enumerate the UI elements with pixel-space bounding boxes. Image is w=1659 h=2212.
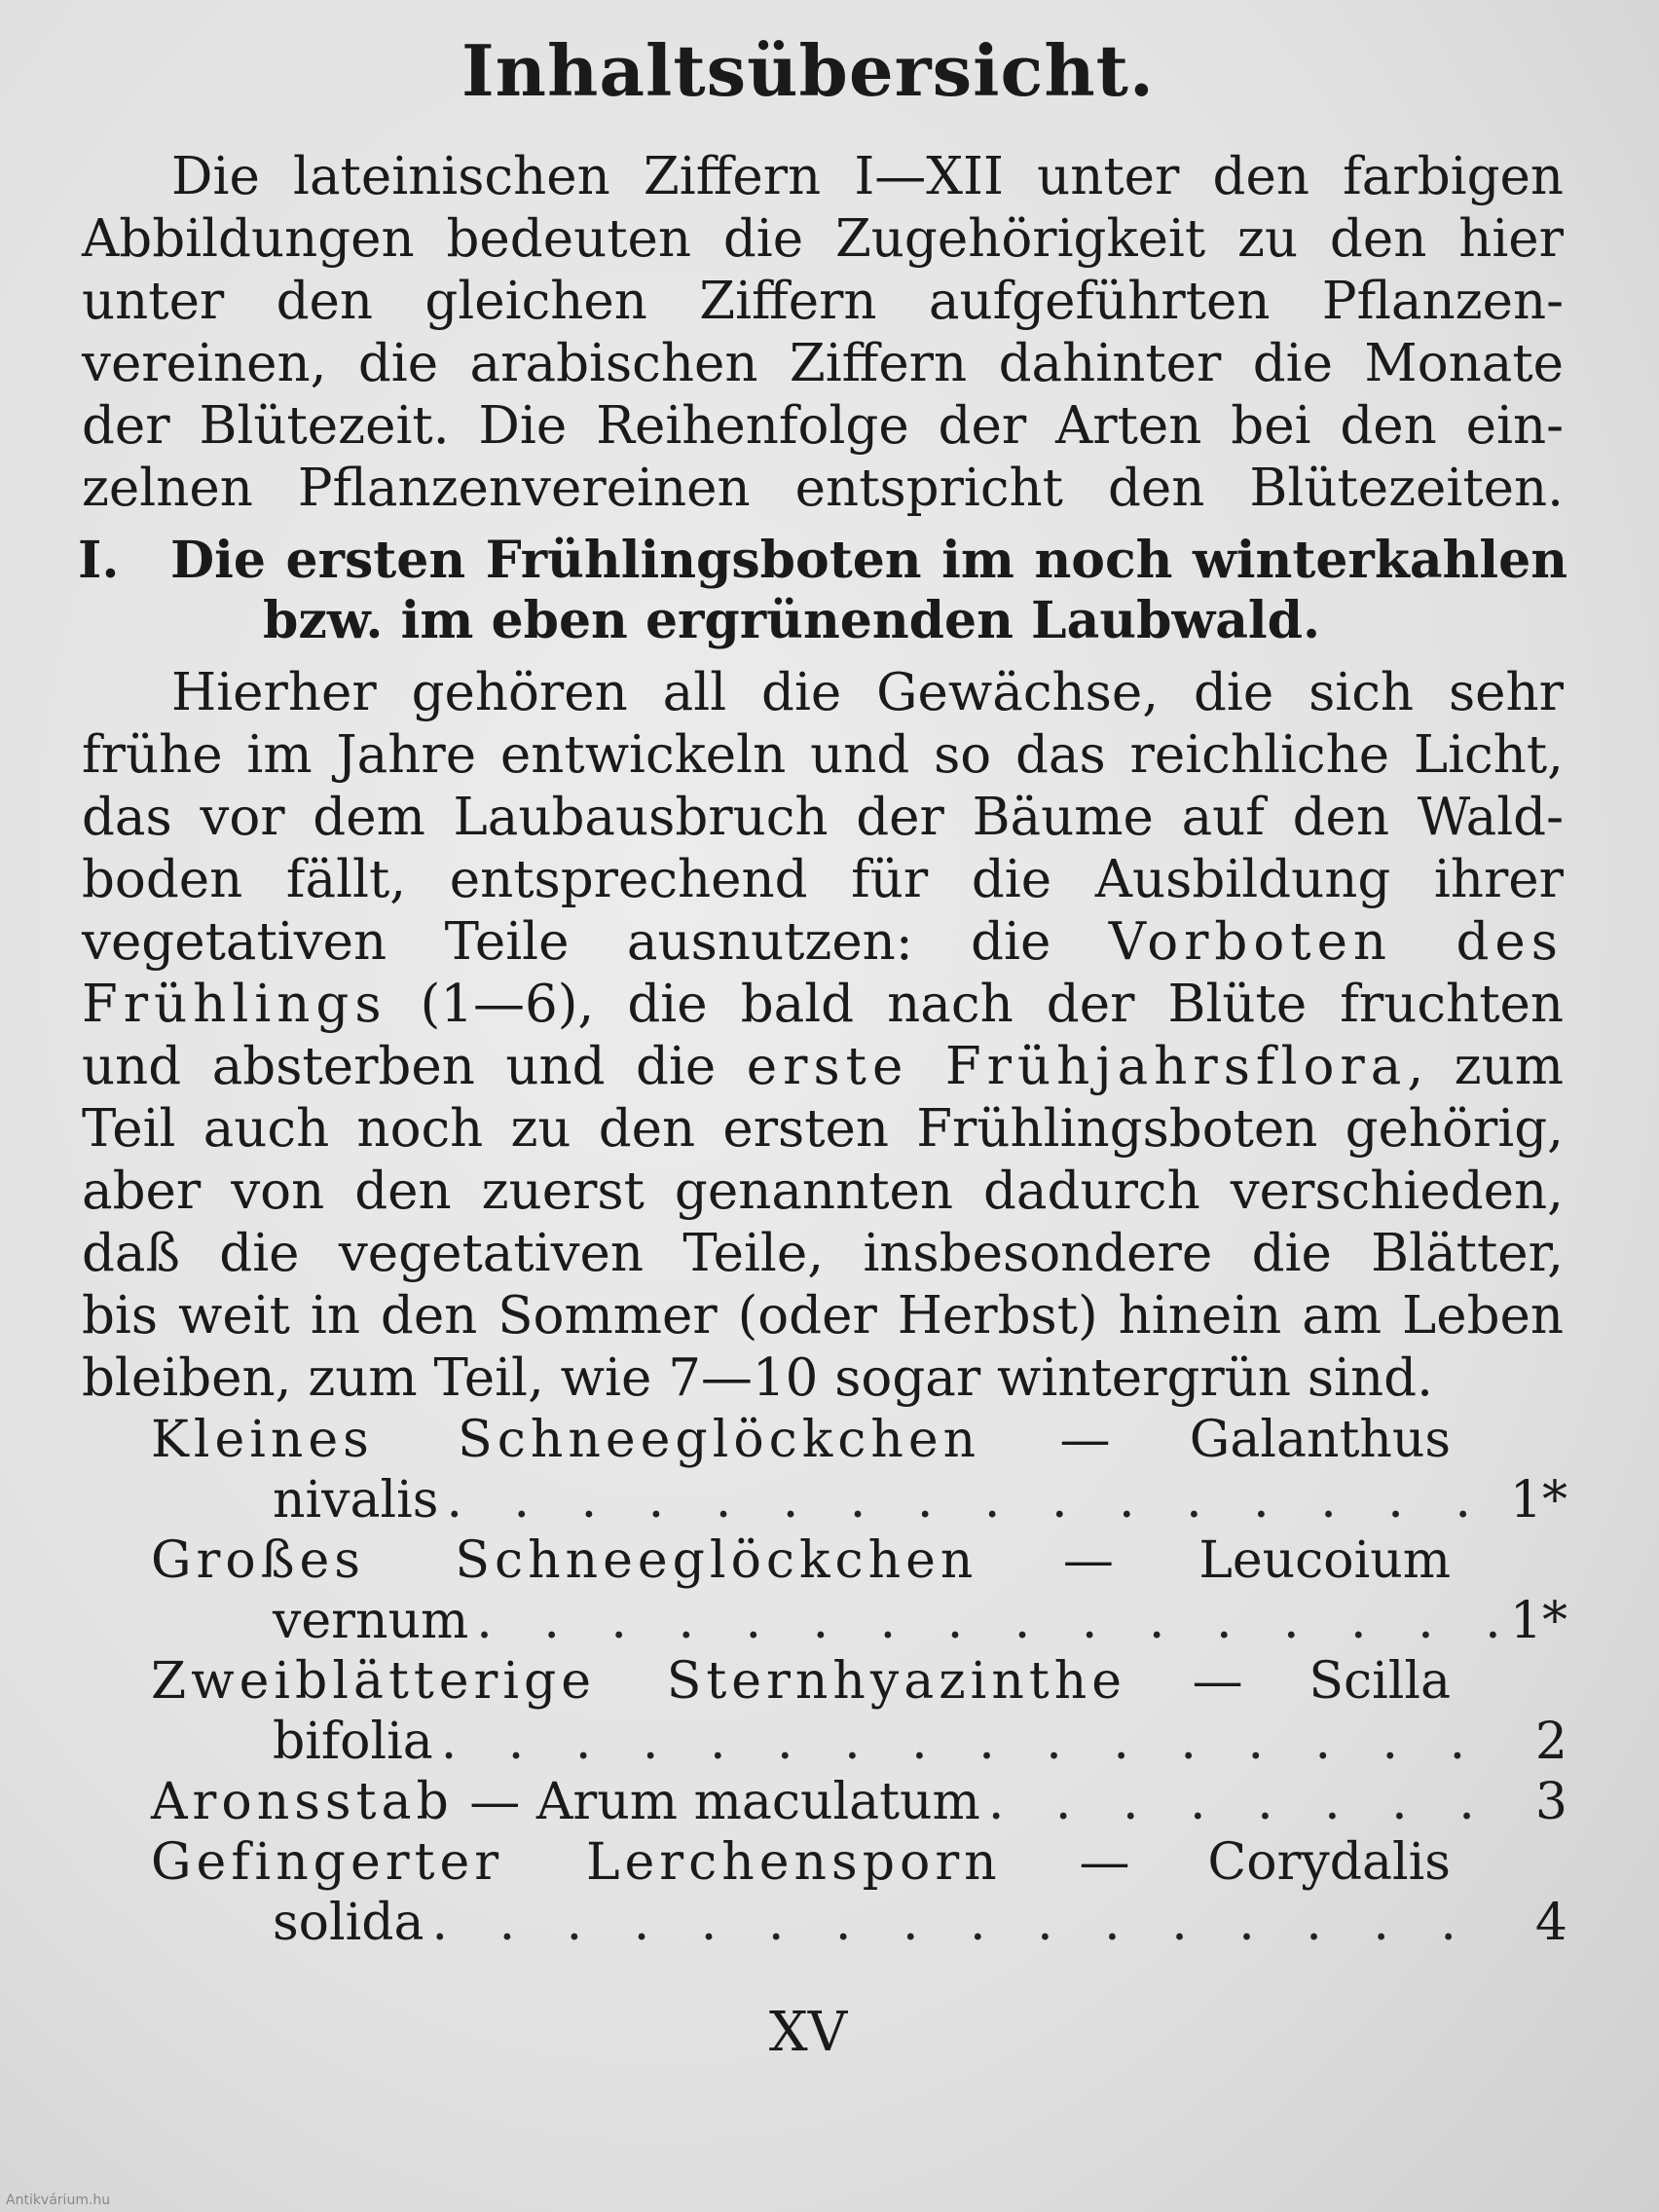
list-item xyxy=(151,1410,1567,1530)
body-line: das vor dem Laubausbruch der Bäume auf den Wald- xyxy=(82,788,1564,847)
dot-leader xyxy=(438,1470,1499,1530)
latin-epithet: solida xyxy=(273,1894,424,1952)
latin-name: Corydalis xyxy=(1207,1833,1451,1892)
entry-sub-line xyxy=(151,1712,1567,1772)
plate-number: 1* xyxy=(1509,1471,1567,1530)
emphasis-fruehjahrsflora: erste Frühjahrsflora xyxy=(746,1037,1408,1096)
list-item xyxy=(151,1772,1567,1832)
german-name: Gefingerter Lerchensporn xyxy=(151,1833,1002,1892)
latin-name: Arum maculatum xyxy=(535,1773,980,1831)
intro-line: Die lateinischen Ziffern I—XII unter den farbigen xyxy=(171,147,1564,206)
german-name: Zweiblätterige Sternhyazinthe xyxy=(151,1652,1126,1711)
body-text: , zum xyxy=(1407,1037,1564,1096)
latin-name: Galanthus xyxy=(1189,1411,1452,1469)
intro-line: vereinen, die arabischen Ziffern dahinter die Monate xyxy=(82,334,1564,393)
dot-leader xyxy=(424,1893,1499,1953)
body-line: bleiben, zum Teil, wie 7—10 sogar wintergrün sind. xyxy=(82,1348,1433,1408)
body-line xyxy=(82,974,1564,1036)
intro-line: Abbildungen bedeuten die Zugehörigkeit zu den hier xyxy=(82,209,1564,269)
entry-sub-line xyxy=(151,1591,1567,1651)
page-title: Inhaltsübersicht. xyxy=(461,29,1155,112)
plate-number: 4 xyxy=(1534,1894,1567,1952)
separator: — xyxy=(469,1773,521,1831)
watermark: Antikvárium.hu xyxy=(6,2193,111,2208)
emphasis-fruehlings: Frühlings xyxy=(82,975,387,1034)
plate-number: 1* xyxy=(1509,1592,1567,1650)
dot-leader xyxy=(980,1772,1499,1832)
body-line xyxy=(82,911,1564,974)
latin-epithet: nivalis xyxy=(273,1471,439,1530)
intro-line: zelnen Pflanzenvereinen entspricht den Blütezeiten. xyxy=(82,459,1564,518)
german-name: Aronsstab xyxy=(151,1773,454,1831)
intro-line: unter den gleichen Ziffern aufgeführten Pflanzen- xyxy=(82,272,1564,331)
section-number: I. xyxy=(78,531,120,590)
body-text: und absterben und die xyxy=(82,1037,717,1096)
intro-line: der Blütezeit. Die Reihenfolge der Arten bei den ein- xyxy=(82,396,1564,456)
separator: — xyxy=(1059,1411,1111,1469)
plate-number: 2 xyxy=(1534,1713,1567,1771)
latin-epithet: vernum xyxy=(273,1592,469,1650)
body-line xyxy=(82,1036,1564,1098)
body-line: frühe im Jahre entwickeln und so das reichliche Licht, xyxy=(82,725,1564,785)
separator: — xyxy=(1062,1531,1114,1590)
entry-name-line xyxy=(151,1772,980,1832)
entry-name-line xyxy=(151,1832,1567,1893)
latin-name: Leucoium xyxy=(1198,1531,1452,1590)
german-name: Großes Schneeglöckchen xyxy=(151,1531,978,1590)
dot-leader xyxy=(433,1712,1499,1772)
entry-name-line xyxy=(151,1530,1567,1591)
german-name: Kleines Schneeglöckchen xyxy=(151,1411,981,1469)
entry-name-line xyxy=(151,1651,1567,1712)
list-item xyxy=(151,1530,1567,1651)
body-line: Teil auch noch zu den ersten Frühlingsboten gehörig, xyxy=(82,1099,1564,1159)
body-text: vegetativen Teile ausnutzen: die xyxy=(82,912,1051,972)
list-item xyxy=(151,1651,1567,1772)
dot-leader xyxy=(468,1591,1499,1651)
section-heading xyxy=(78,531,1567,651)
body-line: Hierher gehören all die Gewächse, die sich sehr xyxy=(171,663,1564,722)
latin-name: Scilla xyxy=(1309,1652,1452,1711)
body-text: (1—6), die bald nach der Blüte fruchten xyxy=(420,975,1564,1034)
body-line: boden fällt, entsprechend für die Ausbildung ihrer xyxy=(82,850,1564,909)
section-body xyxy=(82,662,1564,1410)
entry-sub-line xyxy=(151,1893,1567,1953)
page-number: XV xyxy=(768,2001,848,2064)
list-item xyxy=(151,1832,1567,1953)
entry-name-line xyxy=(151,1410,1567,1470)
emphasis-vorboten: Vorboten des xyxy=(1108,912,1564,972)
section-title-line: bzw. im eben ergrünenden Laubwald. xyxy=(263,591,1321,650)
species-list xyxy=(151,1410,1567,1953)
body-line: aber von den zuerst genannten dadurch verschieden, xyxy=(82,1161,1564,1221)
plate-number: 3 xyxy=(1534,1773,1567,1831)
separator: — xyxy=(1079,1833,1130,1892)
intro-paragraph xyxy=(82,146,1564,520)
section-title-line: Die ersten Frühlingsboten im noch winterkahlen xyxy=(170,531,1567,590)
separator: — xyxy=(1192,1652,1243,1711)
body-line: daß die vegetativen Teile, insbesondere die Blätter, xyxy=(82,1224,1564,1283)
body-line: bis weit in den Sommer (oder Herbst) hinein am Leben xyxy=(82,1286,1564,1346)
latin-epithet: bifolia xyxy=(273,1713,433,1771)
entry-sub-line xyxy=(151,1470,1567,1530)
